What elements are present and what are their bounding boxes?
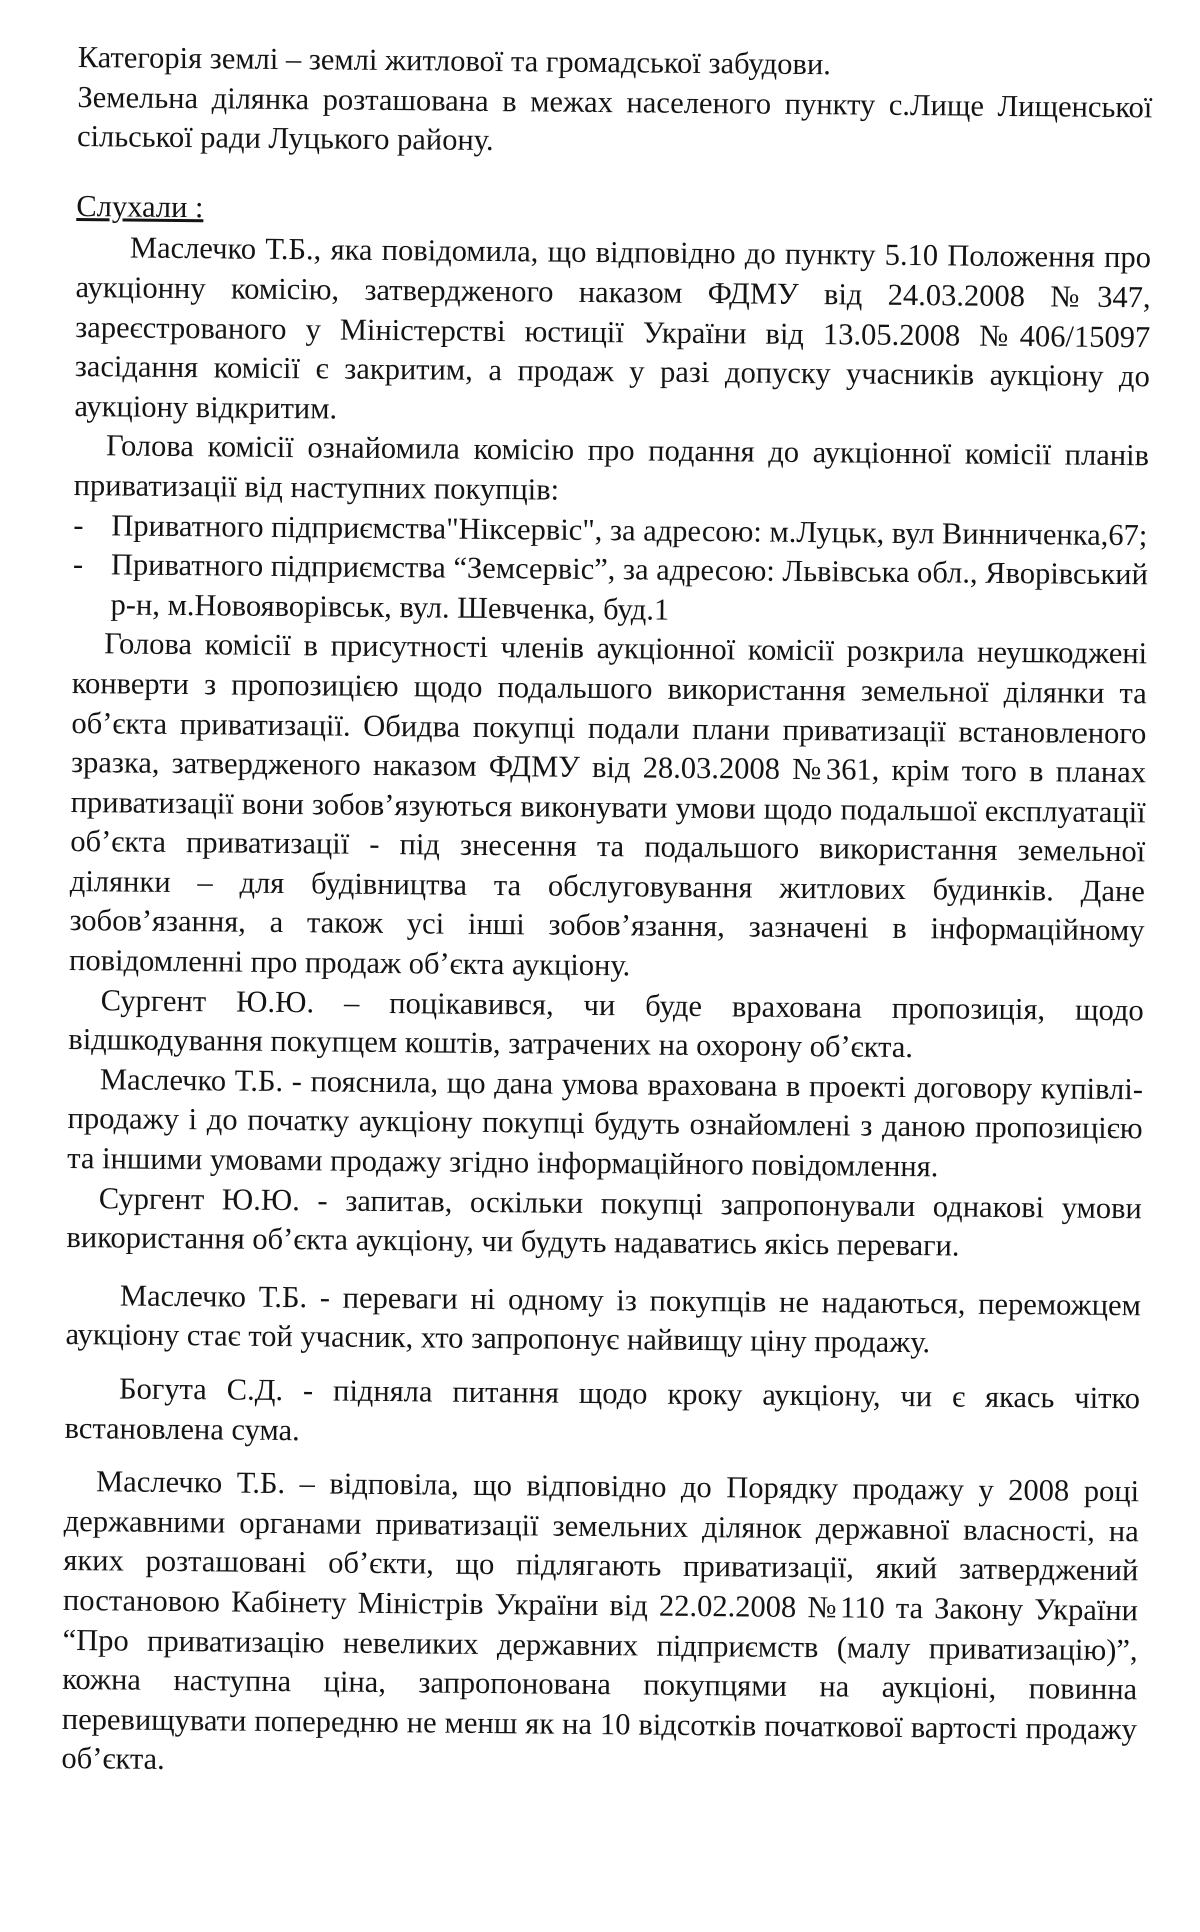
paragraph-commission-closed: Маслечко Т.Б., яка повідомила, що відповідно до пункту 5.10 Положення про аукціонну комісію, затвердженого наказом ФДМУ від 24.03.2008 №347, зареєстрованого у Міністерстві юстиції України від 13.05.2008 №406/15097 засідання комісії є закритим, а продаж у разі допуску учасників аукціону до аукціону відкритим. [74, 230, 1152, 426]
buyer-text: Приватного підприємства"Ніксервіс", за адресою: м.Луцьк, вул Винниченка,67; [111, 507, 1148, 552]
paragraph-boguta-question: Богута С.Д. - підняла питання щодо кроку аукціону, чи є якась чітко встановлена сума. [64, 1371, 1141, 1447]
paragraph-surgent-question-1: Сургент Ю.Ю. – поцікавився, чи буде врахована пропозиція, щодо відшкодування покупцем коштів, затрачених на охорону об’єкта. [68, 982, 1144, 1065]
document-body [61, 38, 1153, 1789]
paragraph-maslechko-answer-3: Маслечко Т.Б. – відповіла, що відповідно до Порядку продажу у 2008 році державними органами приватизації земельних ділянок державної власності, на яких розташовані об’єкти, що підлягають приватизації, який затверджений постановою Кабінету Міністрів України від 22.02.2008 №110 та Закону України “Про приватизацію невеликих державних підприємств (малу приватизацію)”, кожна наступна ціна, запропонована покупцями на аукціоні, повинна перевищувати попередню не менш як на 10 відсотків початкової вартості продажу об’єкта. [61, 1464, 1140, 1777]
paragraph-envelopes-opened: Голова комісії в присутності членів аукціонної комісії розкрила неушкоджені конверти з пропозицією щодо подальшого використання земельної ділянки та об’єкта приватизації. Обидва покупці подали плани приватизації встановленого зразка, затвердженого наказом ФДМУ від 28.03.2008 №361, крім того в планах приватизації вони зобов’язуються виконувати умови щодо подальшої експлуатації об’єкта приватизації - під знесення та подальшого використання земельної ділянки – для будівництва та обслуговування житлових будинків. Дане зобов’язання, а також усі інші зобов’язання, зазначені в інформаційному повідомленні про продаж об’єкта аукціону. [68, 626, 1148, 983]
section-heading: Слухали : [76, 188, 204, 224]
buyer-text: Приватного підприємства “Земсервіс”, за адресою: Львівська обл., Яворівський р-н, м.Новояворівськ, вул. Шевченка, буд.1 [110, 547, 1149, 627]
list-dash: - [73, 507, 84, 542]
paragraph-surgent-question-2: Сургент Ю.Ю. - запитав, оскільки покупці запропонували однакові умови використання об’єкта аукціону, чи будуть надаватись якісь переваги. [66, 1180, 1142, 1263]
paragraph-maslechko-answer-1: Маслечко Т.Б. - пояснила, що дана умова врахована в проекті договору купівлі-продажу і до початку аукціону покупці будуть ознайомлені з даною пропозицією та іншими умовами продажу згідно інформаційного повідомлення. [67, 1062, 1144, 1184]
list-dash: - [72, 547, 84, 582]
paragraph-maslechko-answer-2: Маслечко Т.Б. - переваги ні одному із покупців не надаються, переможцем аукціону стає той учасник, хто запропонує найвищу ціну продажу. [65, 1278, 1142, 1360]
land-location-line: Земельна ділянка розташована в межах населеного пункту с.Лище Лищенської сільської ради Луцького району. [76, 79, 1153, 158]
land-category-line: Категорія землі – землі житлової та громадської забудови. [77, 39, 832, 82]
paragraph-plans-submitted: Голова комісії ознайомила комісію про подання до аукціонної комісії планів приватизації від наступних покупців: [73, 428, 1150, 507]
buyer-list-item [72, 545, 1148, 635]
